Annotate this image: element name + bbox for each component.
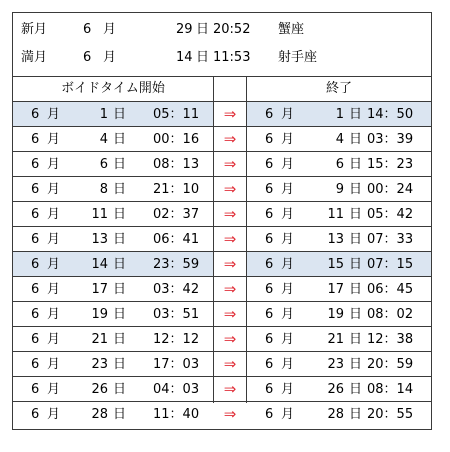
end-day-unit: 日 xyxy=(349,182,363,197)
start-time: 21：10 xyxy=(153,182,200,197)
start-day: 26 xyxy=(91,382,108,397)
table-row xyxy=(13,252,431,277)
end-month-unit: 月 xyxy=(281,107,295,122)
end-month: 6 xyxy=(265,257,274,272)
start-month-unit: 月 xyxy=(47,407,61,422)
right-arrow-icon: ⇒ xyxy=(223,230,237,248)
end-month-unit: 月 xyxy=(281,157,295,172)
end-time: 15：23 xyxy=(367,157,414,172)
start-month: 6 xyxy=(31,357,40,372)
end-month: 6 xyxy=(265,132,274,147)
end-day: 26 xyxy=(327,382,344,397)
start-month-unit: 月 xyxy=(47,207,61,222)
end-day-unit: 日 xyxy=(349,207,363,222)
header-end: 終了 xyxy=(325,81,352,96)
start-time: 02：37 xyxy=(153,207,200,222)
end-day-unit: 日 xyxy=(349,232,363,247)
start-day-unit: 日 xyxy=(113,357,127,372)
end-month: 6 xyxy=(265,407,274,422)
start-day-unit: 日 xyxy=(113,182,127,197)
start-month-unit: 月 xyxy=(47,282,61,297)
start-month: 6 xyxy=(31,182,40,197)
start-day-unit: 日 xyxy=(113,157,127,172)
end-month: 6 xyxy=(265,332,274,347)
right-arrow-icon: ⇒ xyxy=(223,255,237,273)
end-month-unit: 月 xyxy=(281,332,295,347)
right-arrow-icon: ⇒ xyxy=(223,180,237,198)
table-row xyxy=(13,277,431,302)
start-day: 19 xyxy=(91,307,108,322)
start-month: 6 xyxy=(31,282,40,297)
start-time: 05：11 xyxy=(153,107,200,122)
header-start: ボイドタイム開始 xyxy=(61,81,165,96)
end-day: 9 xyxy=(335,182,344,197)
start-day-unit: 日 xyxy=(113,407,127,422)
end-time: 07：15 xyxy=(367,257,414,272)
end-month: 6 xyxy=(265,157,274,172)
start-month: 6 xyxy=(31,207,40,222)
full-moon-sign: 射手座 xyxy=(278,50,318,65)
start-month-unit: 月 xyxy=(47,132,61,147)
start-day-unit: 日 xyxy=(113,282,127,297)
end-day: 21 xyxy=(327,332,344,347)
start-time: 00：16 xyxy=(153,132,200,147)
new-moon-row xyxy=(13,16,431,44)
start-day-unit: 日 xyxy=(113,332,127,347)
start-month: 6 xyxy=(31,107,40,122)
end-month: 6 xyxy=(265,207,274,222)
end-month-unit: 月 xyxy=(281,282,295,297)
end-day: 23 xyxy=(327,357,344,372)
end-day-unit: 日 xyxy=(349,382,363,397)
table-row xyxy=(13,127,431,152)
start-month: 6 xyxy=(31,257,40,272)
end-month-unit: 月 xyxy=(281,232,295,247)
start-day: 11 xyxy=(91,207,108,222)
start-month: 6 xyxy=(31,332,40,347)
right-arrow-icon: ⇒ xyxy=(223,355,237,373)
end-day: 15 xyxy=(327,257,344,272)
column-divider-left xyxy=(213,76,214,403)
end-day-unit: 日 xyxy=(349,157,363,172)
table-row xyxy=(13,377,431,402)
end-day-unit: 日 xyxy=(349,407,363,422)
start-day: 14 xyxy=(91,257,108,272)
start-month-unit: 月 xyxy=(47,332,61,347)
start-month-unit: 月 xyxy=(47,107,61,122)
right-arrow-icon: ⇒ xyxy=(223,380,237,398)
start-day-unit: 日 xyxy=(113,132,127,147)
table-header xyxy=(13,76,431,101)
end-time: 12：38 xyxy=(367,332,414,347)
end-month: 6 xyxy=(265,307,274,322)
start-month-unit: 月 xyxy=(47,232,61,247)
start-time: 06：41 xyxy=(153,232,200,247)
end-month-unit: 月 xyxy=(281,182,295,197)
end-time: 05：42 xyxy=(367,207,414,222)
end-month-unit: 月 xyxy=(281,132,295,147)
end-day-unit: 日 xyxy=(349,332,363,347)
end-month: 6 xyxy=(265,357,274,372)
start-day: 1 xyxy=(99,107,108,122)
start-day: 23 xyxy=(91,357,108,372)
right-arrow-icon: ⇒ xyxy=(223,155,237,173)
start-month-unit: 月 xyxy=(47,307,61,322)
start-day-unit: 日 xyxy=(113,232,127,247)
end-time: 00：24 xyxy=(367,182,414,197)
end-day: 4 xyxy=(335,132,344,147)
start-day-unit: 日 xyxy=(113,257,127,272)
end-day-unit: 日 xyxy=(349,307,363,322)
start-time: 04：03 xyxy=(153,382,200,397)
void-time-calendar xyxy=(12,12,432,430)
start-month: 6 xyxy=(31,157,40,172)
end-month: 6 xyxy=(265,282,274,297)
end-day-unit: 日 xyxy=(349,107,363,122)
start-month: 6 xyxy=(31,307,40,322)
full-moon-day: 14 xyxy=(176,50,193,65)
start-time: 17：03 xyxy=(153,357,200,372)
end-day-unit: 日 xyxy=(349,257,363,272)
start-month-unit: 月 xyxy=(47,182,61,197)
end-month-unit: 月 xyxy=(281,407,295,422)
end-day: 6 xyxy=(335,157,344,172)
end-day-unit: 日 xyxy=(349,132,363,147)
start-day: 17 xyxy=(91,282,108,297)
start-day-unit: 日 xyxy=(113,107,127,122)
table-row xyxy=(13,227,431,252)
full-moon-month-unit: 月 xyxy=(103,50,117,65)
right-arrow-icon: ⇒ xyxy=(223,280,237,298)
end-day-unit: 日 xyxy=(349,357,363,372)
start-month-unit: 月 xyxy=(47,157,61,172)
new-moon-sign: 蟹座 xyxy=(278,22,305,37)
new-moon-label: 新月 xyxy=(21,22,48,37)
end-time: 03：39 xyxy=(367,132,414,147)
end-month-unit: 月 xyxy=(281,207,295,222)
column-divider-right xyxy=(246,76,247,403)
end-time: 07：33 xyxy=(367,232,414,247)
end-month: 6 xyxy=(265,107,274,122)
end-time: 08：02 xyxy=(367,307,414,322)
end-time: 20：55 xyxy=(367,407,414,422)
start-month-unit: 月 xyxy=(47,382,61,397)
start-day: 8 xyxy=(99,182,108,197)
table-row xyxy=(13,302,431,327)
right-arrow-icon: ⇒ xyxy=(223,330,237,348)
start-month: 6 xyxy=(31,132,40,147)
end-month: 6 xyxy=(265,232,274,247)
new-moon-day: 29 xyxy=(176,22,193,37)
start-day: 6 xyxy=(99,157,108,172)
full-moon-month: 6 xyxy=(83,50,92,65)
table-row xyxy=(13,402,431,427)
end-month-unit: 月 xyxy=(281,257,295,272)
end-month-unit: 月 xyxy=(281,382,295,397)
end-day: 13 xyxy=(327,232,344,247)
new-moon-month-unit: 月 xyxy=(103,22,117,37)
end-time: 06：45 xyxy=(367,282,414,297)
end-month: 6 xyxy=(265,182,274,197)
start-month-unit: 月 xyxy=(47,257,61,272)
start-month: 6 xyxy=(31,407,40,422)
right-arrow-icon: ⇒ xyxy=(223,130,237,148)
start-month: 6 xyxy=(31,382,40,397)
right-arrow-icon: ⇒ xyxy=(223,305,237,323)
new-moon-month: 6 xyxy=(83,22,92,37)
table-row xyxy=(13,177,431,202)
end-day: 11 xyxy=(327,207,344,222)
table-row xyxy=(13,102,431,127)
start-day-unit: 日 xyxy=(113,307,127,322)
full-moon-day-unit: 日 xyxy=(196,50,210,65)
new-moon-time: 20:52 xyxy=(213,22,251,37)
start-day: 13 xyxy=(91,232,108,247)
start-time: 08：13 xyxy=(153,157,200,172)
full-moon-label: 満月 xyxy=(21,50,48,65)
end-time: 14：50 xyxy=(367,107,414,122)
full-moon-time: 11:53 xyxy=(213,50,251,65)
start-day: 21 xyxy=(91,332,108,347)
start-day-unit: 日 xyxy=(113,382,127,397)
end-day: 28 xyxy=(327,407,344,422)
end-day: 1 xyxy=(335,107,344,122)
start-time: 11：40 xyxy=(153,407,200,422)
right-arrow-icon: ⇒ xyxy=(223,105,237,123)
table-row xyxy=(13,327,431,352)
start-time: 12：12 xyxy=(153,332,200,347)
end-time: 20：59 xyxy=(367,357,414,372)
right-arrow-icon: ⇒ xyxy=(223,405,237,423)
start-time: 03：51 xyxy=(153,307,200,322)
start-time: 03：42 xyxy=(153,282,200,297)
new-moon-day-unit: 日 xyxy=(196,22,210,37)
end-month: 6 xyxy=(265,382,274,397)
full-moon-row xyxy=(13,44,431,72)
start-day: 4 xyxy=(99,132,108,147)
table-row xyxy=(13,202,431,227)
start-month-unit: 月 xyxy=(47,357,61,372)
start-time: 23：59 xyxy=(153,257,200,272)
end-time: 08：14 xyxy=(367,382,414,397)
start-day: 28 xyxy=(91,407,108,422)
start-month: 6 xyxy=(31,232,40,247)
end-day: 19 xyxy=(327,307,344,322)
end-day: 17 xyxy=(327,282,344,297)
right-arrow-icon: ⇒ xyxy=(223,205,237,223)
end-month-unit: 月 xyxy=(281,307,295,322)
start-day-unit: 日 xyxy=(113,207,127,222)
end-month-unit: 月 xyxy=(281,357,295,372)
end-day-unit: 日 xyxy=(349,282,363,297)
table-row xyxy=(13,152,431,177)
table-row xyxy=(13,352,431,377)
